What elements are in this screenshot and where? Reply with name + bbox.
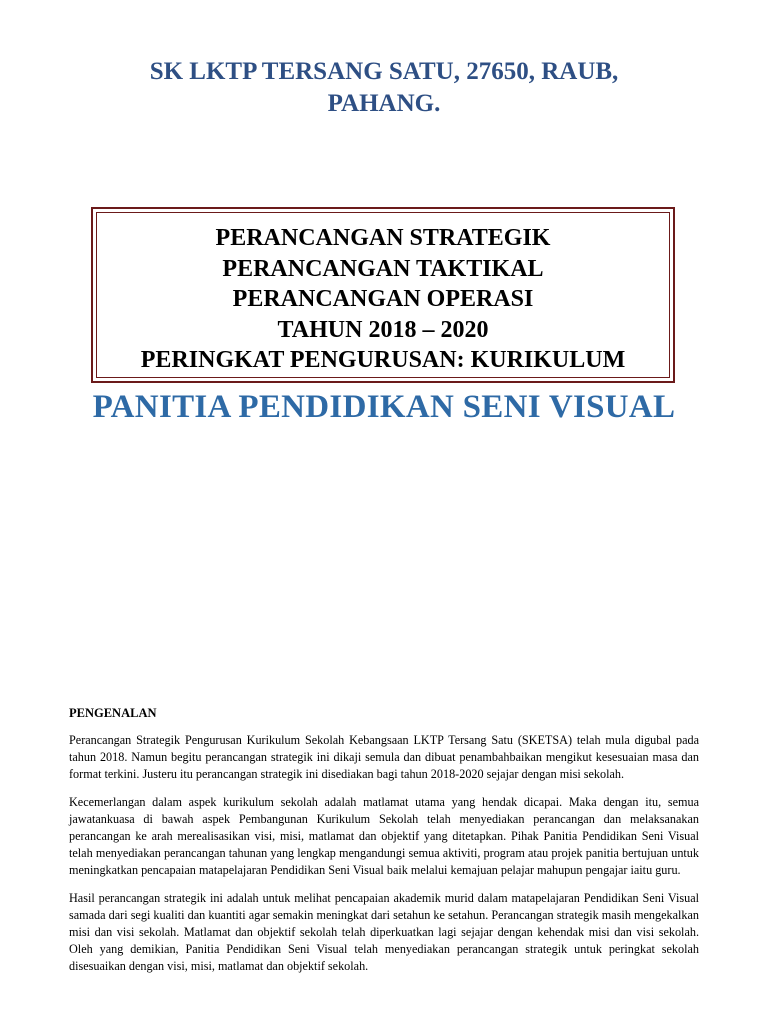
panel-title: PANITIA PENDIDIKAN SENI VISUAL xyxy=(92,389,676,425)
title-line-operasi: PERANCANGAN OPERASI xyxy=(232,286,534,312)
intro-paragraph-2: Kecemerlangan dalam aspek kurikulum sekolah adalah matlamat utama yang hendak dicapai. Maka dengan itu, semua jawatankuasa di bawah aspek Pembangunan Kurikulum Sekolah telah menyediakan perancangan dan melaksanakan perancangan ke arah merealisasikan visi, misi, matlamat dan objektif yang ditetapkan. Pihak Panitia Pendidikan Seni Visual telah menyediakan perancangan tahunan yang lengkap mengandungi semua aktiviti, program atau projek panitia bertujuan untuk meningkatkan pencapaian matapelajaran Pendidikan Seni Visual baik melalui kemajuan pelajar mahupun pengajar iaitu guru. xyxy=(69,794,699,878)
title-line-tahun: TAHUN 2018 – 2020 xyxy=(277,316,489,343)
title-line-strategik: PERANCANGAN STRATEGIK xyxy=(215,225,551,251)
school-name-heading xyxy=(80,56,688,120)
intro-section xyxy=(69,704,699,986)
title-box xyxy=(91,207,675,383)
school-name-line-2: PAHANG. xyxy=(327,90,441,117)
intro-paragraph-1: Perancangan Strategik Pengurusan Kurikulum Sekolah Kebangsaan LKTP Tersang Satu (SKETSA) telah mula digubal pada tahun 2018. Namun begitu perancangan strategik ini dikaji semula dan dibuat penambahbaikan mengikut kesesuaian masa dan format terkini. Justeru itu perancangan strategik ini disediakan bagi tahun 2018-2020 sejajar dengan misi sekolah. xyxy=(69,733,699,782)
intro-paragraph-3: Hasil perancangan strategik ini adalah untuk melihat pencapaian akademik murid dalam matapelajaran Pendidikan Seni Visual samada dari segi kualiti dan kuantiti agar semakin meningkat dari setahun ke setahun. Perancangan strategik masih mengekalkan misi dan visi sekolah. Matlamat dan objektif sekolah telah diperkuatkan lagi sejajar dengan kehendak misi dan visi sekolah. Oleh yang demikian, Panitia Pendidikan Seni Visual telah menyediakan perancangan strategik untuk peringkat sekolah disesuaikan dengan visi, misi, matlamat dan objektif sekolah. xyxy=(69,890,699,974)
title-line-peringkat: PERINGKAT PENGURUSAN: KURIKULUM xyxy=(140,347,626,373)
title-lines xyxy=(93,223,673,376)
intro-heading: PENGENALAN xyxy=(69,706,157,720)
title-line-taktikal: PERANCANGAN TAKTIKAL xyxy=(222,255,544,282)
school-name-line-1: SK LKTP TERSANG SATU, 27650, RAUB, xyxy=(149,58,619,85)
